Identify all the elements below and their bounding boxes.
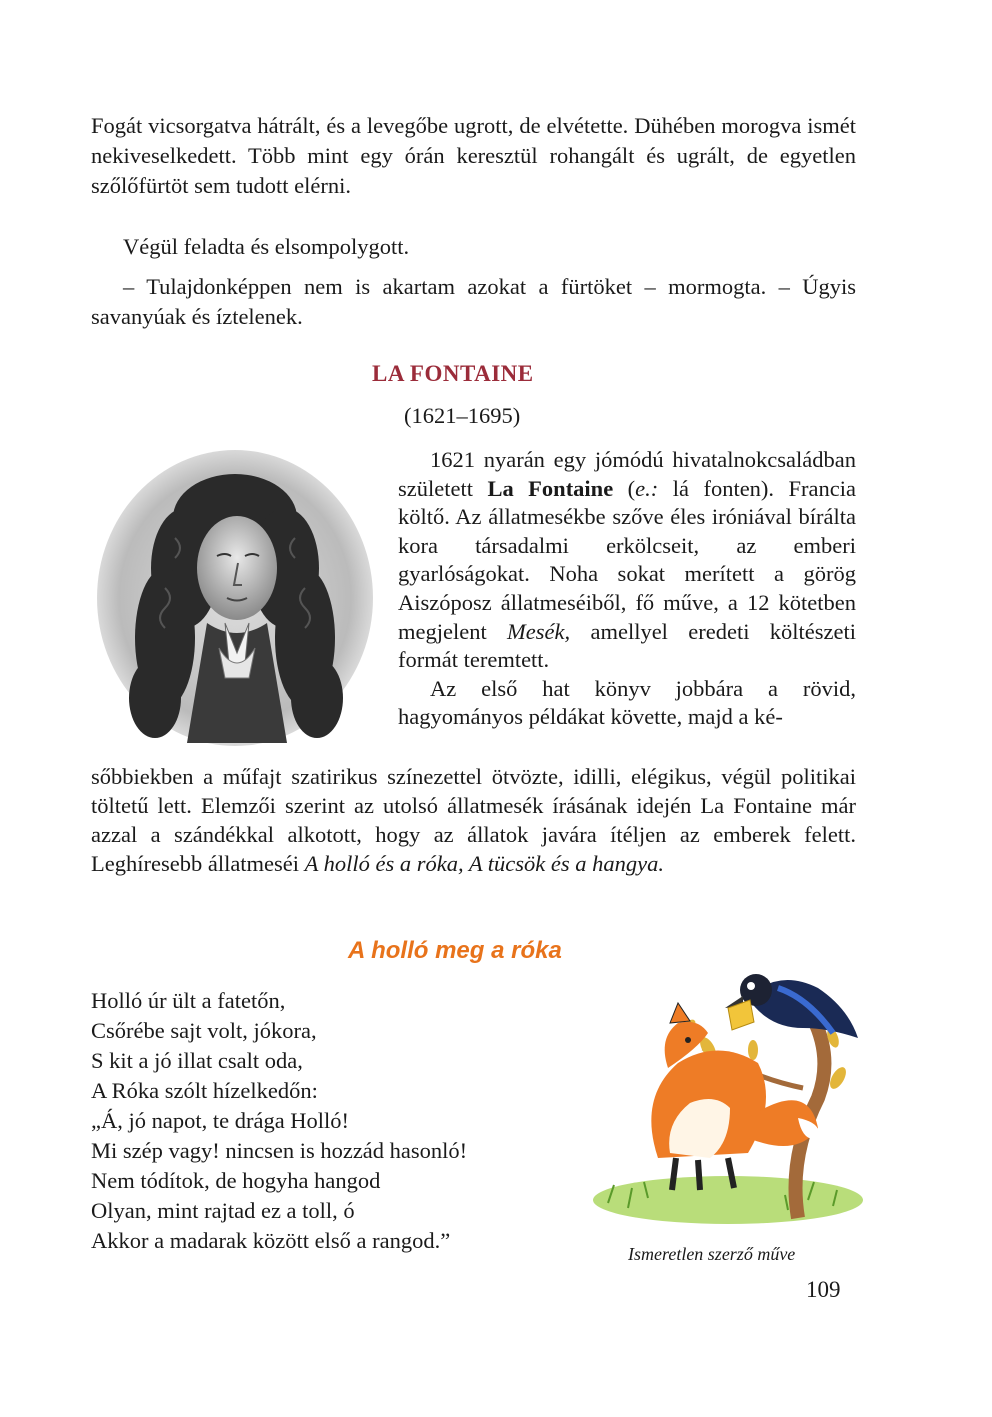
poem-line: A Róka szólt hízelkedőn: (91, 1078, 318, 1103)
poem-line: Akkor a madarak között első a rangod.” (91, 1228, 451, 1253)
story-paragraph-2: Végül feladta és elsompolygott. (123, 234, 410, 259)
bio-text: lá fonten). Francia költő. Az állatmesékbe szőve éles iróniával bírálta kora társadalmi erkölcseit, az emberi gyarlóságokat. Noha sokat merített a görög Aiszóposz állatmeséiből, fő műve, a 12 kötetben megjelent (398, 475, 856, 644)
illustration-caption: Ismeretlen szerző műve (628, 1244, 796, 1264)
poem-line: „Á, jó napot, te drága Holló! (91, 1108, 350, 1133)
story-paragraph-1: Fogát vicsorgatva hátrált, és a levegőbe ugrott, de elvétette. Dühében morogva ismét nekiveselkedett. Több mint egy órán keresztül rohangált és ugrált, de egyetlen szőlőfürtöt sem tudott elérni. (91, 113, 856, 198)
bio-pronunciation-label: e.: (635, 475, 659, 501)
poem-body (91, 986, 467, 1256)
author-portrait (95, 448, 375, 748)
poem-line: S kit a jó illat csalt oda, (91, 1048, 303, 1073)
bio-text: sőbbiekben a műfajt szatirikus színezettel ötvözte, idilli, elégikus, végül politikai töltetű lett. Elemzői szerint az utolsó állatmesék írásának idején La Fontaine már azzal a szándékkal alkotott, hogy az állatok javára ítéljen az emberek felett. Leghíresebb állatmeséi (91, 764, 856, 876)
author-bio-part1 (398, 446, 856, 732)
poem-line: Olyan, mint rajtad ez a toll, ó (91, 1198, 355, 1223)
story-paragraph-3: – Tulajdonképpen nem is akartam azokat a fürtöket – mormogta. – Úgyis savanyúak és íztelenek. (91, 274, 856, 329)
poem-line: Mi szép vagy! nincsen is hozzád hasonló! (91, 1138, 468, 1163)
bio-text: amellyel eredeti költészeti formát teremtett. (398, 618, 857, 673)
page-number: 109 (806, 1277, 841, 1302)
poem-line: Nem tódítok, de hogyha hangod (91, 1168, 381, 1193)
poem-line: Csőrébe sajt volt, jókora, (91, 1018, 317, 1043)
author-bio-part2 (91, 762, 856, 878)
author-years: (1621–1695) (404, 403, 521, 428)
poem-line: Holló úr ült a fatetőn, (91, 988, 286, 1013)
bio-work-title: Mesék, (507, 618, 571, 644)
bio-author-name: La Fontaine (487, 475, 614, 501)
fox-crow-illustration (588, 928, 863, 1228)
bio-paragraph-2-start: Az első hat könyv jobbára a rövid, hagyományos példákat követte, majd a ké- (398, 675, 856, 730)
bio-text: ( (613, 475, 636, 501)
bio-text: 1621 nyarán egy jómódú hivatalnokcsaládban született (398, 447, 856, 501)
bio-famous-works: A holló és a róka, A tücsök és a hangya. (304, 851, 665, 876)
poem-title: A holló meg a róka (348, 937, 562, 964)
author-heading: LA FONTAINE (372, 361, 534, 386)
